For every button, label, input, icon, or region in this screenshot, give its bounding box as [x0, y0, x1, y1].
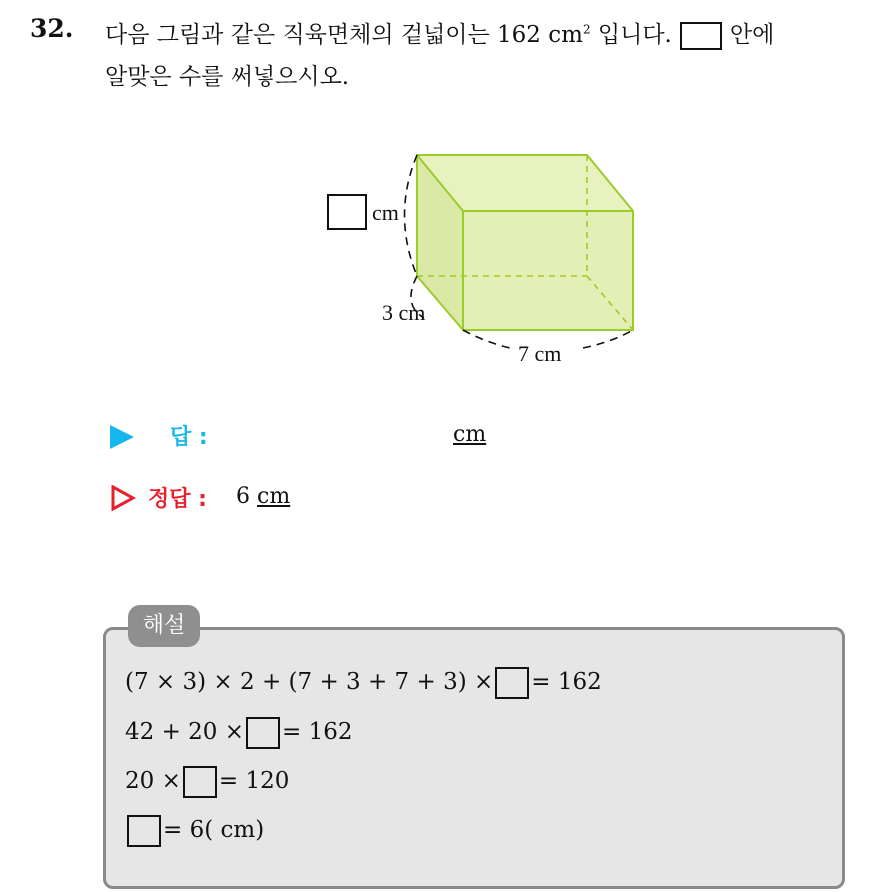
solution-line-1-right: = 162 — [531, 669, 602, 695]
height-blank-box — [328, 195, 366, 229]
width-dimension-arc-right — [583, 330, 633, 348]
superscript-2: 2 — [582, 22, 591, 37]
correct-unit: cm — [257, 484, 291, 509]
question-text-line1 — [105, 16, 774, 50]
solution-line-2-left: 42 + 20 × — [125, 719, 245, 745]
depth-label: 3 cm — [382, 300, 426, 325]
solution-line-1-left: (7 × 3) × 2 + (7 + 3 + 7 + 3) × — [125, 669, 494, 695]
width-label: 7 cm — [518, 341, 562, 366]
question-text-part2: 입니다. — [590, 22, 672, 48]
solution-line-1 — [125, 667, 602, 699]
answer-unit: cm — [453, 422, 487, 447]
solution-line-2 — [125, 717, 353, 749]
correct-number: 6 — [236, 484, 250, 509]
solution-blank-box — [183, 766, 217, 798]
prism-figure — [300, 140, 650, 375]
height-unit-label: cm — [372, 200, 399, 225]
solution-tab: 해설 — [128, 605, 200, 647]
answer-marker-icon — [110, 425, 134, 449]
solution-blank-box — [127, 815, 161, 847]
question-text-line2: 알맞은 수를 써넣으시오. — [105, 64, 350, 90]
answer-label: 답 : — [170, 425, 208, 450]
solution-blank-box — [495, 667, 529, 699]
prism-front-face — [463, 211, 633, 330]
width-dimension-arc-left — [463, 330, 510, 348]
height-dimension-arc — [405, 155, 418, 276]
solution-line-3 — [125, 766, 289, 798]
question-blank-box — [680, 22, 722, 50]
question-number: 32. — [30, 14, 74, 43]
correct-marker-icon — [110, 485, 136, 511]
correct-value — [236, 484, 290, 509]
solution-line-3-left: 20 × — [125, 768, 181, 794]
solution-line-4-right: = 6( cm) — [163, 817, 265, 843]
correct-label: 정답 : — [148, 487, 207, 512]
question-text-part3: 안에 — [729, 22, 775, 48]
solution-line-4 — [125, 815, 264, 847]
solution-line-3-right: = 120 — [218, 768, 290, 794]
solution-blank-box — [246, 717, 280, 749]
question-text-part1: 다음 그림과 같은 직육면체의 겉넓이는 162 cm — [105, 22, 583, 48]
solution-line-2-right: = 162 — [282, 719, 353, 745]
